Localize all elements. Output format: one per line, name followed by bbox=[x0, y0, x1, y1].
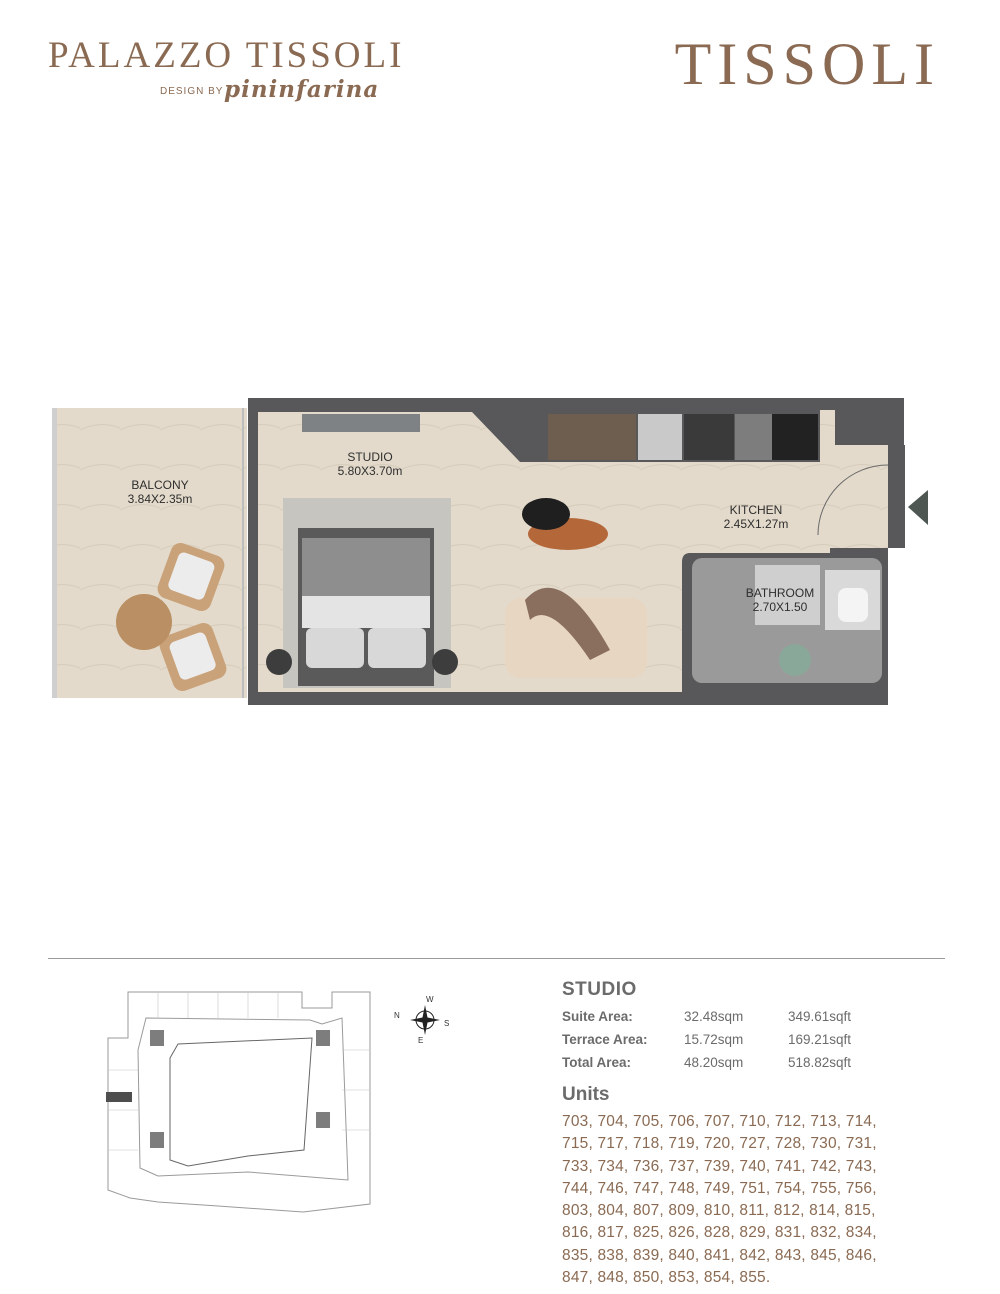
brand-logo: TISSOLI bbox=[674, 31, 940, 97]
units-title: Units bbox=[562, 1084, 610, 1105]
project-name: PALAZZO TISSOLI bbox=[48, 35, 405, 76]
units-list bbox=[562, 1111, 962, 1289]
units-line: 733, 734, 736, 737, 739, 740, 741, 742, 743, bbox=[562, 1157, 877, 1175]
bed bbox=[266, 498, 458, 688]
project-logo bbox=[48, 34, 438, 103]
building-key-plan bbox=[98, 990, 374, 1216]
room-label-studio: STUDIO 5.80X3.70m bbox=[337, 450, 403, 478]
room-label-balcony: BALCONY 3.84X2.35m bbox=[127, 478, 193, 506]
unit-type-title: STUDIO bbox=[562, 979, 637, 1000]
area-row-suite: Suite Area: 32.48sqm 349.61sqft bbox=[562, 1009, 852, 1024]
section-divider bbox=[48, 958, 945, 959]
room-label-bathroom: BATHROOM 2.70X1.50 bbox=[745, 586, 815, 614]
units-line: 715, 717, 718, 719, 720, 727, 728, 730, 731, bbox=[562, 1135, 877, 1153]
compass: W N S E bbox=[392, 995, 458, 1045]
units-line: 835, 838, 839, 840, 841, 842, 843, 845, 846, bbox=[562, 1246, 877, 1264]
area-row-total: Total Area: 48.20sqm 518.82sqft bbox=[562, 1055, 852, 1070]
designer-signature: pininfarina bbox=[224, 76, 380, 103]
units-line: 816, 817, 825, 826, 828, 829, 831, 832, 834, bbox=[562, 1224, 877, 1242]
units-line: 744, 746, 747, 748, 749, 751, 754, 755, 756, bbox=[562, 1179, 877, 1197]
room-label-kitchen: KITCHEN 2.45X1.27m bbox=[723, 503, 789, 531]
units-line: 847, 848, 850, 853, 854, 855. bbox=[562, 1269, 771, 1287]
units-line: 803, 804, 807, 809, 810, 811, 812, 814, 815, bbox=[562, 1202, 876, 1220]
design-by-label: DESIGN BY bbox=[160, 86, 224, 97]
units-line: 703, 704, 705, 706, 707, 710, 712, 713, 714, bbox=[562, 1113, 877, 1130]
area-row-terrace: Terrace Area: 15.72sqm 169.21sqft bbox=[562, 1032, 852, 1047]
floor-plan bbox=[0, 390, 1000, 720]
